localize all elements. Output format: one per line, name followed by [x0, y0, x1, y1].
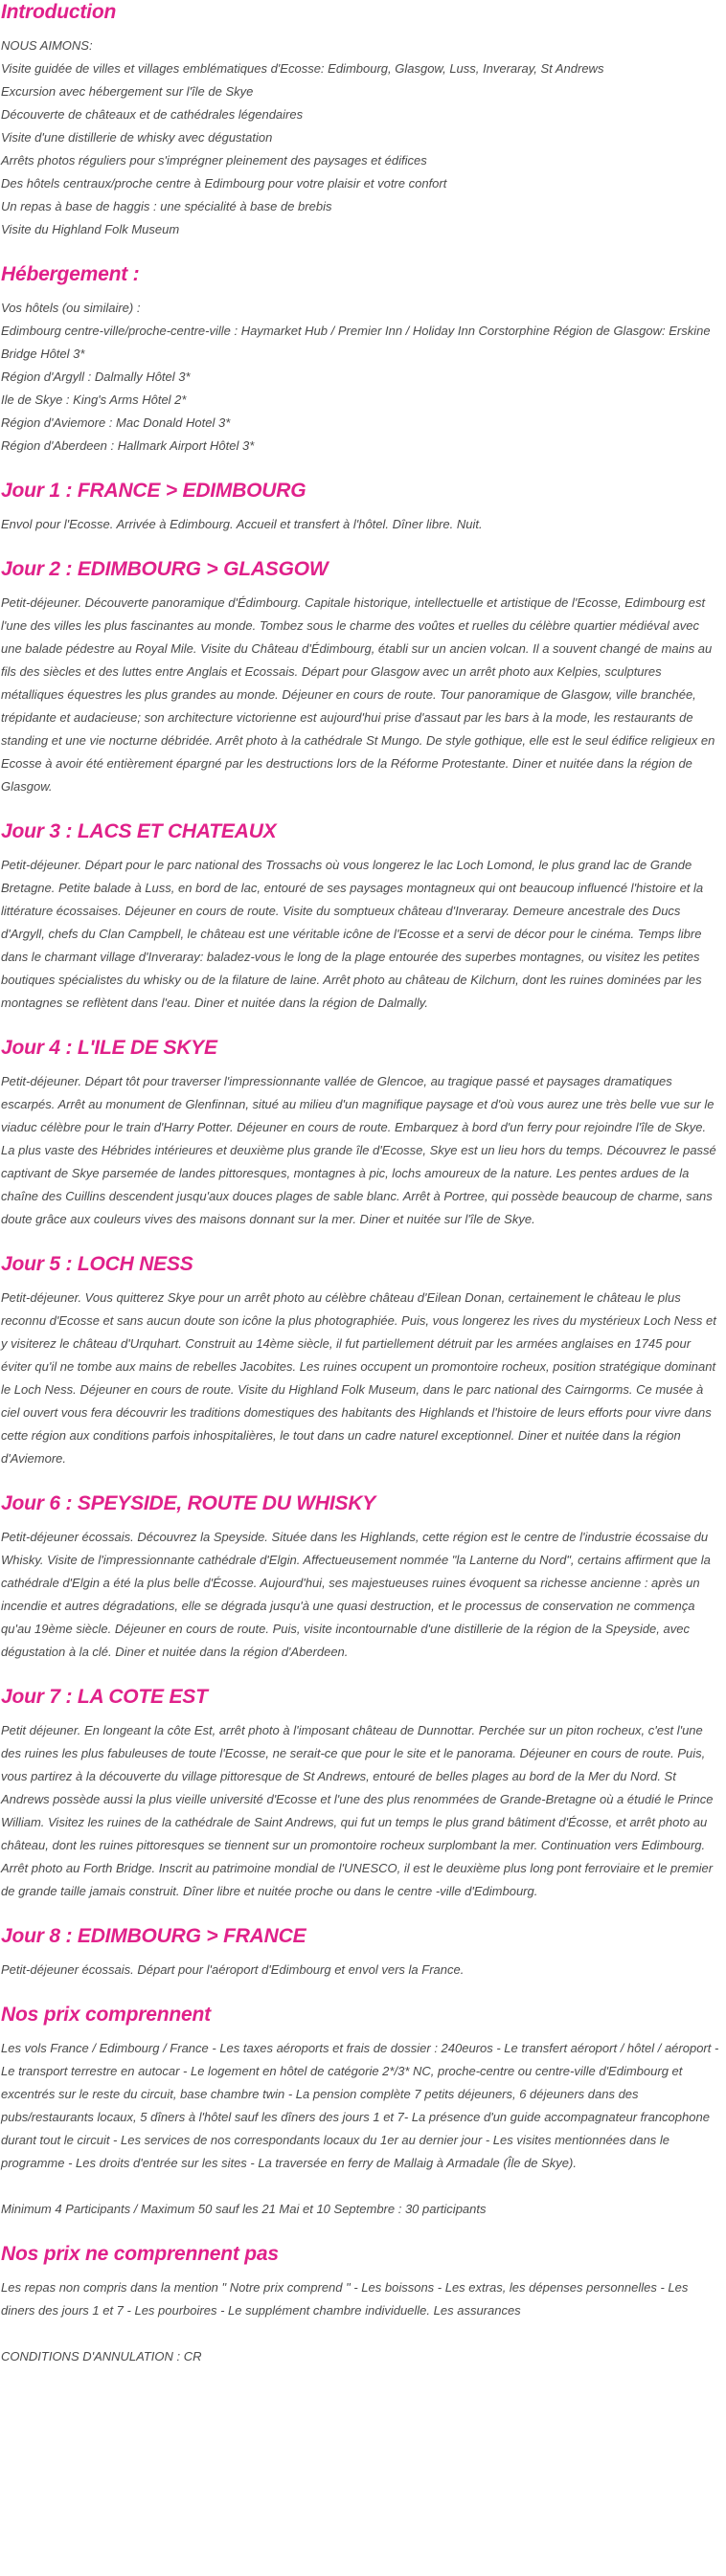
- spacer: [1, 2175, 722, 2198]
- participants-text: Minimum 4 Participants / Maximum 50 sauf les 21 Mai et 10 Septembre : 30 participants: [1, 2202, 487, 2216]
- intro-section: [1, 0, 722, 241]
- intro-line: NOUS AIMONS:: [1, 38, 93, 53]
- day-3-heading: Jour 3 : LACS ET CHATEAUX: [1, 820, 277, 842]
- day-8-heading: Jour 8 : EDIMBOURG > FRANCE: [1, 1925, 306, 1947]
- day-7-text: Petit déjeuner. En longeant la côte Est, arrêt photo à l'imposant château de Dunnottar. Perchée sur un piton rocheux, c'est l'une des ruines les plus fabuleuses de toute l'Ecosse, ne serait-ce que pour le site et le panorama. Déjeuner en cours de route. Puis, vous partirez à la découverte du village pittoresque de St Andrews, entouré de belles plages au bord de la Mer du Nord. St Andrews possède aussi la plus vieille université d'Ecosse et l'une des plus renommées de Grande-Bretagne où a étudié le Prince William. Visitez les ruines de la cathédrale de Saint Andrews, qui fut un temps le plus grand bâtiment d'Écosse, et arrêt photo au château, dont les ruines pittoresques se tiennent sur un promontoire rocheux surplombant la mer. Continuation vers Edimbourg. Arrêt photo au Forth Bridge. Inscrit au patrimoine mondial de l'UNESCO, il est le deuxième plus long pont ferroviaire et le premier de grande taille jamais construit. Dîner libre et nuitée proche ou dans le centre -ville d'Edimbourg.: [1, 1723, 714, 1898]
- day-8-section: [1, 1924, 722, 1982]
- conditions-text: CONDITIONS D'ANNULATION : CR: [1, 2349, 202, 2363]
- day-6-section: [1, 1491, 722, 1664]
- non-prix-section: [1, 2242, 722, 2368]
- hebergement-line: Région d'Aberdeen : Hallmark Airport Hôtel 3*: [1, 438, 255, 453]
- day-4-section: [1, 1036, 722, 1231]
- intro-line: Excursion avec hébergement sur l'île de Skye: [1, 84, 254, 99]
- day-6-text: Petit-déjeuner écossais. Découvrez la Speyside. Située dans les Highlands, cette région est le centre de l'industrie écossaise du Whisky. Visite de l'impressionnante cathédrale d'Elgin. Affectueusement nommée "la Lanterne du Nord", certains affirment que la cathédrale d'Elgin a été la plus belle d'Écosse. Aujourd'hui, ses majestueuses ruines évoquent sa richesse ancienne : après un incendie et autres dégradations, elle se dégrada jusqu'à une quasi destruction, et le processus de conservation ne commença qu'au 19ème siècle. Déjeuner en cours de route. Puis, visite incontournable d'une distillerie de la région de la Speyside, avec dégustation à la clé. Diner et nuitée dans la région d'Aberdeen.: [1, 1530, 711, 1659]
- intro-line: Un repas à base de haggis : une spécialité à base de brebis: [1, 199, 332, 213]
- day-3-text: Petit-déjeuner. Départ pour le parc national des Trossachs où vous longerez le lac Loch Lomond, le plus grand lac de Grande Bretagne. Petite balade à Luss, en bord de lac, entouré de ses paysages montagneux qui ont beaucoup influencé l'histoire et la littérature écossaises. Déjeuner en cours de route. Visite du somptueux château d'Inveraray. Demeure ancestrale des Ducs d'Argyll, chefs du Clan Campbell, le château est une véritable icône de l'Ecosse et a servi de décor pour le cinéma. Temps libre dans le charmant village d'Inveraray: baladez-vous le long de la plage entourée des superbes montagnes, ou visitez les petites boutiques spécialistes du whisky ou de la filature de laine. Arrêt photo au château de Kilchurn, dont les ruines dominées par les montagnes se reflètent dans l'eau. Diner et nuitée dans la région de Dalmally.: [1, 858, 704, 1010]
- day-2-text: Petit-déjeuner. Découverte panoramique d'Édimbourg. Capitale historique, intellectuelle et artistique de l'Ecosse, Edimbourg est l'une des villes les plus fascinantes au monde. Tombez sous le charme des voûtes et ruelles du célèbre quartier médiéval avec une balade pédestre au Royal Mile. Visite du Château d'Édimbourg, établi sur un ancien volcan. Il a souvent changé de mains au fils des siècles et des luttes entre Anglais et Ecossais. Départ pour Glasgow avec un arrêt photo aux Kelpies, sculptures métalliques équestres les plus grandes au monde. Déjeuner en cours de route. Tour panoramique de Glasgow, ville branchée, trépidante et audacieuse; son architecture victorienne est aujourd'hui prise d'assaut par les bars à la mode, les restaurants de standing et une vie nocturne débridée. Arrêt photo à la cathédrale St Mungo. De style gothique, elle est le seul édifice religieux en Ecosse à avoir été entièrement épargné par les destructions lors de la Réforme Protestante. Diner et nuitée dans la région de Glasgow.: [1, 595, 715, 794]
- intro-line: Visite d'une distillerie de whisky avec dégustation: [1, 130, 273, 145]
- intro-line: Visite guidée de villes et villages emblématiques d'Ecosse: Edimbourg, Glasgow, Luss, Inveraray, St Andrews: [1, 61, 604, 76]
- day-7-heading: Jour 7 : LA COTE EST: [1, 1686, 208, 1708]
- hebergement-line: Région d'Argyll : Dalmally Hôtel 3*: [1, 370, 191, 384]
- prix-section: [1, 2003, 722, 2221]
- day-2-section: [1, 557, 722, 798]
- prix-text: Les vols France / Edimbourg / France - Les taxes aéroports et frais de dossier : 240euros - Le transfert aéroport / hôtel / aéroport - Le transport terrestre en autocar - Le logement en hôtel de catégorie 2*/3* NC, proche-centre ou centre-ville d'Edimbourg et excentrés sur le reste du circuit, base chambre twin - La pension complète 7 petits déjeuners, 6 déjeuners dans des pubs/restaurants locaux, 5 dîners à l'hôtel sauf les dîners des jours 1 et 7- La présence d'un guide accompagnateur francophone durant tout le circuit - Les services de nos correspondants locaux du 1er au dernier jour - Les visites mentionnées dans le programme - Les droits d'entrée sur les sites - La traversée en ferry de Mallaig à Armadale (Île de Skye).: [1, 2041, 719, 2170]
- intro-heading: Introduction: [1, 1, 117, 23]
- day-1-section: [1, 479, 722, 536]
- hebergement-section: [1, 262, 722, 458]
- hebergement-list: [1, 297, 722, 458]
- hebergement-line: Région d'Aviemore : Mac Donald Hotel 3*: [1, 415, 231, 430]
- day-5-heading: Jour 5 : LOCH NESS: [1, 1253, 193, 1275]
- day-3-section: [1, 819, 722, 1015]
- day-4-heading: Jour 4 : L'ILE DE SKYE: [1, 1037, 217, 1059]
- hebergement-line: Vos hôtels (ou similaire) :: [1, 301, 141, 315]
- day-5-text: Petit-déjeuner. Vous quitterez Skye pour un arrêt photo au célèbre château d'Eilean Donan, certainement le château le plus reconnu d'Ecosse et sans aucun doute son icône la plus photographiée. Puis, vous longerez les rives du mystérieux Loch Ness et y visiterez le château d'Urquhart. Construit au 14ème siècle, il fut partiellement détruit par les armées anglaises en 1745 pour éviter qu'il ne tombe aux mains de rebelles Jacobites. Les ruines occupent un promontoire rocheux, position stratégique dominant le Loch Ness. Déjeuner en cours de route. Visite du Highland Folk Museum, dans le parc national des Cairngorms. Ce musée à ciel ouvert vous fera découvrir les traditions domestiques des habitants des Highlands et l'histoire de leurs efforts pour vivre dans cette région aux conditions parfois inhospitalières, le tout dans un cadre naturel exceptionnel. Diner et nuitée dans la région d'Aviemore.: [1, 1290, 716, 1466]
- day-1-text: Envol pour l'Ecosse. Arrivée à Edimbourg. Accueil et transfert à l'hôtel. Dîner libre. Nuit.: [1, 517, 483, 531]
- intro-line: Découverte de châteaux et de cathédrales légendaires: [1, 107, 304, 122]
- day-7-section: [1, 1685, 722, 1903]
- day-6-heading: Jour 6 : SPEYSIDE, ROUTE DU WHISKY: [1, 1492, 376, 1514]
- hebergement-line: Edimbourg centre-ville/proche-centre-ville : Haymarket Hub / Premier Inn / Holiday Inn Corstorphine Région de Glasgow: Erskine Bridge Hôtel 3*: [1, 324, 711, 361]
- day-8-text: Petit-déjeuner écossais. Départ pour l'aéroport d'Edimbourg et envol vers la France.: [1, 1962, 465, 1977]
- non-prix-text: Les repas non compris dans la mention " Notre prix comprend " - Les boissons - Les extras, les dépenses personnelles - Les diners des jours 1 et 7 - Les pourboires - Le supplément chambre individuelle. Les assurances: [1, 2280, 689, 2318]
- hebergement-heading: Hébergement :: [1, 263, 140, 285]
- non-prix-heading: Nos prix ne comprennent pas: [1, 2243, 279, 2265]
- intro-list: [1, 34, 722, 241]
- day-5-section: [1, 1252, 722, 1470]
- hebergement-line: Ile de Skye : King's Arms Hôtel 2*: [1, 392, 187, 407]
- spacer: [1, 2322, 722, 2345]
- day-1-heading: Jour 1 : FRANCE > EDIMBOURG: [1, 480, 306, 502]
- prix-heading: Nos prix comprennent: [1, 2004, 211, 2026]
- intro-line: Des hôtels centraux/proche centre à Edimbourg pour votre plaisir et votre confort: [1, 176, 447, 190]
- intro-line: Arrêts photos réguliers pour s'imprégner pleinement des paysages et édifices: [1, 153, 427, 168]
- intro-line: Visite du Highland Folk Museum: [1, 222, 180, 236]
- day-4-text: Petit-déjeuner. Départ tôt pour traverser l'impressionnante vallée de Glencoe, au tragique passé et paysages dramatiques escarpés. Arrêt au monument de Glenfinnan, situé au milieu d'un magnifique paysage et d'où vous aurez une très belle vue sur le viaduc célèbre pour le train d'Harry Potter. Déjeuner en cours de route. Embarquez à bord d'un ferry pour rejoindre l'île de Skye. La plus vaste des Hébrides intérieures et deuxième plus grande île d'Ecosse, Skye est un lieu hors du temps. Découvrez le passé captivant de Skye parsemée de landes pittoresques, montagnes à pic, lochs amoureux de la nature. Les pentes ardues de la chaîne des Cuillins descendent jusqu'aux douces plages de sable blanc. Arrêt à Portree, qui possède beaucoup de charme, sans doute grâce aux couleurs vives des maisons donnant sur la mer. Diner et nuitée sur l'île de Skye.: [1, 1074, 716, 1226]
- day-2-heading: Jour 2 : EDIMBOURG > GLASGOW: [1, 558, 329, 580]
